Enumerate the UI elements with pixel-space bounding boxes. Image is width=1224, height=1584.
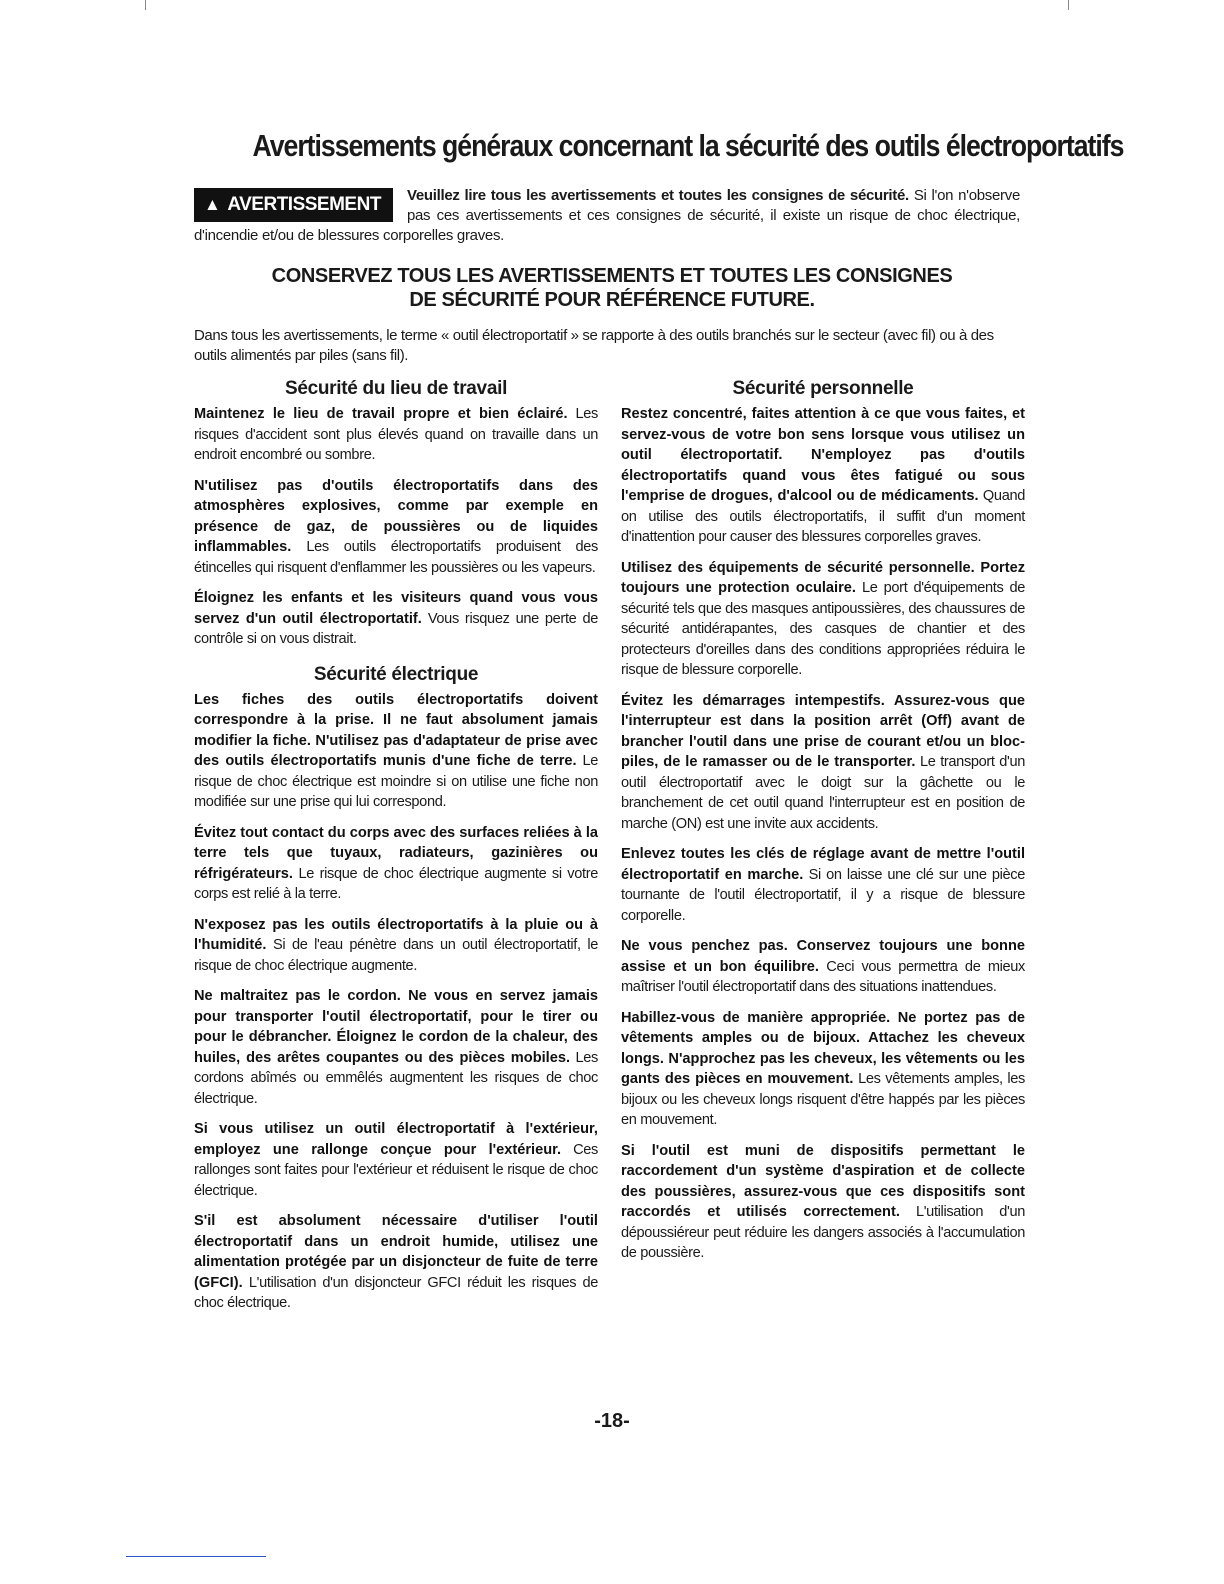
paragraph-body: Si on laisse une clé sur une pièce tournante de l'outil électroportatif, il y a risque de blessure corporelle.	[621, 866, 1025, 924]
paragraph	[194, 823, 598, 905]
paragraph-body: Les risques d'accident sont plus élevés quand on travaille dans un endroit encombré ou sombre.	[194, 406, 598, 463]
paragraph-body: Le risque de choc électrique augmente si votre corps est relié à la terre.	[194, 865, 598, 902]
paragraph	[194, 404, 598, 466]
footer-rule	[126, 1556, 266, 1557]
paragraph-lead: Évitez tout contact du corps avec des surfaces reliées à la terre tels que tuyaux, radiateurs, gazinières ou réfrigérateurs.	[194, 824, 598, 882]
paragraph-lead: Ne maltraitez pas le cordon. Ne vous en servez jamais pour transporter l'outil électroportatif, pour le tirer ou pour le débrancher. Éloignez le cordon de la chaleur, des huiles, des arêtes coupantes ou des pièces mobiles.	[194, 988, 598, 1066]
paragraph	[194, 1211, 598, 1314]
warning-triangle-icon: ▲	[204, 195, 221, 214]
paragraph-body: Ceci vous permettra de mieux maîtriser l'outil électroportatif dans des situations inattendues.	[621, 958, 1026, 995]
paragraph-body: Le risque de choc électrique est moindre si on utilise une fiche non modifiée sur une prise qui lui correspond.	[194, 753, 598, 810]
paragraph	[194, 986, 598, 1109]
warning-badge-label: AVERTISSEMENT	[227, 194, 381, 215]
paragraph	[621, 558, 1025, 681]
conserve-heading	[194, 264, 1030, 312]
paragraph-lead: Les fiches des outils électroportatifs doivent correspondre à la prise. Il ne faut absolument jamais modifier la fiche. N'utilisez pas d'adaptateur de prise avec des outils électroportatifs munis d'une fiche de terre.	[194, 691, 598, 769]
paragraph-lead: Utilisez des équipements de sécurité personnelle. Portez toujours une protection oculaire.	[621, 559, 1025, 596]
warning-block	[194, 186, 1020, 246]
paragraph-body: L'utilisation d'un disjoncteur GFCI réduit les risques de choc électrique.	[194, 1274, 598, 1311]
paragraph-body: Si de l'eau pénètre dans un outil électroportatif, le risque de choc électrique augmente.	[194, 937, 598, 974]
paragraph	[621, 404, 1025, 548]
crop-mark	[145, 0, 146, 10]
paragraph-lead: Enlevez toutes les clés de réglage avant de mettre l'outil électroportatif en marche.	[621, 846, 1025, 883]
paragraph-lead: Si l'outil est muni de dispositifs permettant le raccordement d'un système d'aspiration et de collecte des poussières, assurez-vous que ces dispositifs sont raccordés et utilisés correctement.	[621, 1142, 1025, 1220]
paragraph-body: Le port d'équipements de sécurité tels que des masques antipoussières, des chaussures de sécurité antidérapantes, des casques de chantier et des protecteurs d'oreilles dans des conditions appropriées réduira le risque de blessure corporelle.	[621, 580, 1025, 678]
paragraph	[621, 936, 1025, 998]
paragraph-lead: Maintenez le lieu de travail propre et bien éclairé.	[194, 406, 568, 422]
paragraph-body: Vous risquez une perte de contrôle si on vous distrait.	[194, 610, 598, 647]
paragraph	[194, 476, 598, 579]
paragraph-lead: N'utilisez pas d'outils électroportatifs dans des atmosphères explosives, comme par exemple en présence de gaz, de poussières ou de liquides inflammables.	[194, 477, 598, 555]
paragraph-body: Les vêtements amples, les bijoux ou les cheveux longs risquent d'être happés par les pièces en mouvement.	[621, 1071, 1026, 1128]
page-number: -18-	[594, 1410, 630, 1432]
paragraph-lead: Habillez-vous de manière appropriée. Ne portez pas de vêtements amples ou de bijoux. Attachez les cheveux longs. N'approchez pas les cheveux, les vêtements ou les gants des pièces en mouvement.	[621, 1009, 1025, 1087]
paragraph	[621, 1141, 1025, 1264]
warning-body: Si l'on n'observe pas ces avertissements et ces consignes de sécurité, il existe un risque de choc électrique, d'incendie et/ou de blessures corporelles graves.	[194, 187, 1020, 244]
paragraph	[194, 588, 598, 650]
paragraph-lead: S'il est absolument nécessaire d'utiliser l'outil électroportatif dans un endroit humide, utilisez une alimentation protégée par un disjoncteur de fuite de terre (GFCI).	[194, 1213, 598, 1291]
paragraph-lead: Si vous utilisez un outil électroportatif à l'extérieur, employez une rallonge conçue pour l'extérieur.	[194, 1121, 598, 1158]
paragraph-body: Les outils électroportatifs produisent des étincelles qui risquent d'enflammer les poussières ou les vapeurs.	[194, 539, 598, 576]
warning-bold: Veuillez lire tous les avertissements et toutes les consignes de sécurité.	[406, 187, 909, 204]
right-column	[621, 378, 1025, 1274]
paragraph-lead: N'exposez pas les outils électroportatifs à la pluie ou à l'humidité.	[194, 916, 598, 953]
intro-paragraph: Dans tous les avertissements, le terme « outil électroportatif » se rapporte à des outils branchés sur le secteur (avec fil) ou à des outils alimentés par piles (sans fil).	[194, 327, 994, 364]
paragraph-lead: Évitez les démarrages intempestifs. Assurez-vous que l'interrupteur est dans la position arrêt (Off) avant de brancher l'outil dans une prise de courant et/ou un bloc-piles, de le ramasser ou de le transporter.	[621, 692, 1025, 770]
paragraph	[621, 691, 1025, 835]
paragraph	[194, 690, 598, 813]
paragraph-body: Ces rallonges sont faites pour l'extérieur et réduisent le risque de choc électrique.	[194, 1141, 598, 1199]
conserve-line-1: CONSERVEZ TOUS LES AVERTISSEMENTS ET TOUTES LES CONSIGNES	[271, 265, 953, 287]
paragraph-lead: Restez concentré, faites attention à ce que vous faites, et servez-vous de votre bon sens lorsque vous utilisez un outil électroportatif. N'employez pas d'outils électroportatifs quand vous êtes fatigué ou sous l'emprise de drogues, d'alcool ou de médicaments.	[621, 406, 1025, 504]
paragraph-lead: Ne vous penchez pas. Conservez toujours une bonne assise et un bon équilibre.	[621, 938, 1025, 975]
left-column	[194, 378, 598, 1324]
section-title-personal: Sécurité personnelle	[732, 378, 914, 399]
paragraph	[621, 1008, 1025, 1131]
crop-mark	[1068, 0, 1069, 10]
paragraph-lead: Éloignez les enfants et les visiteurs quand vous vous servez d'un outil électroportatif.	[194, 590, 598, 627]
warning-badge	[194, 188, 393, 222]
conserve-line-2: DE SÉCURITÉ POUR RÉFÉRENCE FUTURE.	[409, 289, 815, 311]
paragraph-body: L'utilisation d'un dépoussiéreur peut réduire les dangers associés à l'accumulation de poussière.	[621, 1204, 1026, 1261]
page-title: Avertissements généraux concernant la sécurité des outils électroportatifs	[252, 128, 1124, 163]
paragraph	[194, 1119, 598, 1201]
paragraph-body: Quand on utilise des outils électroportatifs, il suffit d'un moment d'inattention pour causer des blessures corporelles graves.	[621, 488, 1025, 545]
paragraph-body: Les cordons abîmés ou emmêlés augmentent les risques de choc électrique.	[194, 1049, 599, 1107]
section-title-work: Sécurité du lieu de travail	[284, 378, 508, 399]
paragraph	[621, 844, 1025, 926]
paragraph	[194, 915, 598, 977]
section-title-electrical: Sécurité électrique	[313, 663, 479, 685]
paragraph-body: Le transport d'un outil électroportatif avec le doigt sur la gâchette ou le branchement de cet outil quand l'interrupteur est en position de marche (ON) est une invite aux accidents.	[621, 754, 1025, 832]
